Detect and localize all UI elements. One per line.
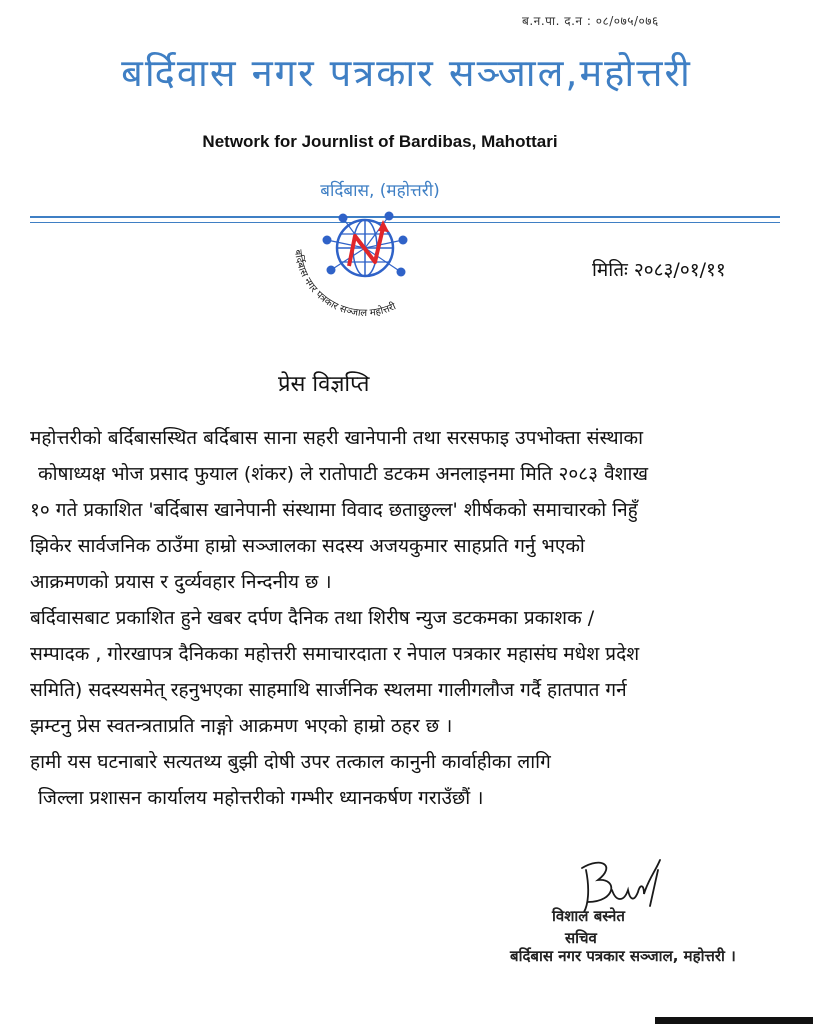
logo-emblem-text: बर्दिबास नगर पत्रकार सञ्जाल महोत्तरी	[292, 249, 398, 320]
body-line: झम्टनु प्रेस स्वतन्त्रताप्रति नाङ्गो आक्रमण भएको हाम्रो ठहर छ ।	[30, 715, 453, 737]
body-line: जिल्ला प्रशासन कार्यालय महोत्तरीको गम्भीर ध्यानकर्षण गराउँछौं ।	[38, 787, 484, 809]
org-location: बर्दिबास, (महोत्तरी)	[320, 181, 440, 201]
bottom-corner-mark	[655, 1017, 813, 1024]
press-release-title: प्रेस विज्ञप्ति	[278, 372, 370, 397]
body-line: १० गते प्रकाशित 'बर्दिबास खानेपानी संस्थामा विवाद छताछुल्ल' शीर्षकको समाचारको निहुँ	[30, 499, 638, 521]
signatory-name: विशाल बस्नेत	[552, 907, 625, 925]
body-line: समिति) सदस्यसमेत् रहनुभएका साहमाथि सार्जनिक स्थलमा गालीगलौज गर्दै हातपात गर्न	[30, 679, 627, 701]
body-line: झिकेर सार्वजनिक ठाउँमा हाम्रो सञ्जालका सदस्य अजयकुमार साहप्रति गर्नु भएको	[30, 535, 585, 557]
signatory-organization: बर्दिबास नगर पत्रकार सञ्जाल, महोत्तरी ।	[510, 947, 736, 965]
body-line: महोत्तरीको बर्दिबासस्थित बर्दिबास साना सहरी खानेपानी तथा सरसफाइ उपभोक्ता संस्थाका	[30, 427, 644, 449]
body-line: हामी यस घटनाबारे सत्यतथ्य बुझी दोषी उपर तत्काल कानुनी कार्वाहीका लागि	[30, 751, 551, 773]
org-title-nepali: बर्दिवास नगर पत्रकार सञ्जाल,महोत्तरी	[121, 51, 692, 95]
org-title-english: Network for Journlist of Bardibas, Mahottari	[202, 132, 558, 151]
press-release-body	[30, 420, 790, 816]
registration-number: ब.न.पा. द.न : ०८/०७५/०७६	[522, 14, 659, 28]
body-line: सम्पादक , गोरखापत्र दैनिकका महोत्तरी समाचारदाता र नेपाल पत्रकार महासंघ मधेश प्रदेश	[30, 643, 640, 665]
document-date: मितिः २०८३/०१/११	[592, 259, 726, 281]
signatory-designation: सचिव	[565, 929, 597, 947]
body-line: आक्रमणको प्रयास र दुर्व्यवहार निन्दनीय छ ।	[30, 571, 332, 593]
organization-logo	[285, 206, 445, 322]
body-line: बर्दिवासबाट प्रकाशित हुने खबर दर्पण दैनिक तथा शिरीष न्युज डटकमका प्रकाशक /	[30, 607, 595, 629]
body-line: कोषाध्यक्ष भोज प्रसाद फुयाल (शंकर) ले रातोपाटी डटकम अनलाइनमा मिति २०८३ वैशाख	[38, 463, 649, 485]
